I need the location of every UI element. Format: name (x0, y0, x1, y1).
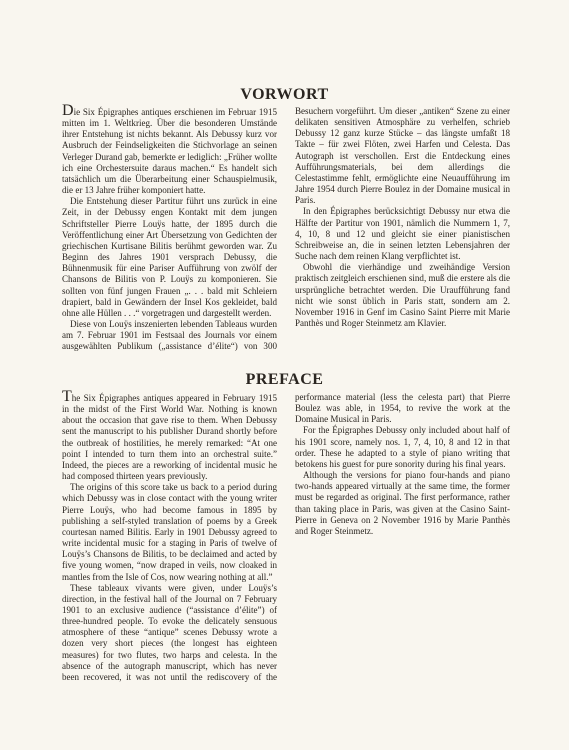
preface-paragraph-4: For the Épigraphes Debussy only included about half of his 1901 score, namely nos. 1, 7, 4, 10, 8 and 12 in that order. These he adapted to a style of piano writing that betokens his guest for pure sonority during his final years. (295, 425, 510, 469)
vorwort-paragraph-1-text: ie Six Épigraphes antiques erschienen im Februar 1915 mitten im 1. Weltkrieg. Über die besonderen Umstände ihrer Entstehung ist nichts bekannt. Als Debussy kurz vor Ausbruch der Feindseligkeiten die Stichvorlage an seinen Verleger Durand gab, bemerkte er lediglich: „Früher wollte ich eine Orchestersuite daraus machen.“ Es handelt sich tatsächlich um die Überarbeitung einer Schauspielmusik, die er 13 Jahre früher komponiert hatte. (62, 107, 277, 196)
vorwort-drop-cap: D (62, 102, 74, 119)
preface-columns (62, 388, 510, 692)
vorwort-paragraph-3: Diese von Louÿs inszenierten lebenden Tableaus wurden am 7. Februar 1901 im Festsaal des Journals vor einem ausgewählten Publikum („assistance d’élite“) von 300 Besuchern vorgeführt. Um dieser „antiken“ Szene zu einer delikaten sensitiven Atmosphäre zu verhelfen, schrieb Debussy 12 ganz kurze Stücke – das längste umfaßt 18 Takte – für zwei Flöten, zwei Harfen und Celesta. Das Autograph ist verschollen. Erst die Entdeckung eines Aufführungsmaterials, bei dem allerdings die Celestastimme fehlt, ermöglichte eine Neuaufführung im Jahre 1954 durch Pierre Boulez in der Domaine musical in Paris. (62, 106, 510, 352)
preface-paragraph-5: Although the versions for piano four-hands and piano two-hands appeared virtually at the same time, the former must be regarded as original. The first performance, rather than taking place in Paris, was given at the Casino Saint-Pierre in Geneva on 2 November 1916 by Marie Panthès and Roger Steinmetz. (295, 470, 510, 536)
preface-heading: PREFACE (245, 371, 324, 388)
vorwort-paragraph-4: In den Épigraphes berücksichtigt Debussy nur etwa die Hälfte der Partitur von 1901, nämlich die Nummern 1, 7, 4, 10, 8 und 12 und gleicht sie einer pianistischen Schreibweise an, die in seinen letzten Lebensjahren der Suche nach dem reinen Klang verpflichtet ist. (295, 206, 510, 262)
preface-paragraph-1-text: he Six Épigraphes antiques appeared in February 1915 in the midst of the First World War. Nothing is known about the occasion that gave rise to them. When Debussy sent the manuscript to his publisher Durand shortly before the outbreak of hostilities, he merely remarked: “At one point I intended to turn them into an orchestral suite.” Indeed, the pieces are a reworking of incidental music he had composed thirteen years previously. (62, 393, 277, 482)
vorwort-heading: VORWORT (240, 86, 329, 103)
preface-section (62, 388, 510, 692)
vorwort-columns (62, 102, 510, 356)
preface-drop-cap: T (62, 388, 72, 405)
vorwort-paragraph-2: Die Entstehung dieser Partitur führt uns zurück in eine Zeit, in der Debussy engen Kontakt mit dem jungen Schriftsteller Pierre Louÿs hatte, der 1895 durch die Veröffentlichung einer Art Übersetzung von Gedichten der griechischen Kurtisane Bilitis berühmt geworden war. Zu Beginn des Jahres 1901 versprach Debussy, die Bühnenmusik für eine Pariser Aufführung von zwölf der Chansons de Bilitis von P. Louÿs zu komponieren. Sie sollten von fünf jungen Frauen „. . . bald mit Schleiern drapiert, bald in Gewändern der Insel Kos gekleidet, bald ohne alle Hüllen . . .“ vorgetragen und dargestellt werden. (62, 196, 277, 318)
preface-paragraph-3: These tableaux vivants were given, under Louÿs’s direction, in the festival hall of the Journal on 7 February 1901 to an exclusive audience (“assistance d’élite”) of three-hundred people. To evoke the delicately sensuous atmosphere of these “antique” scenes Debussy wrote a dozen very short pieces (the longest has eighteen measures) for two flutes, two harps and celesta. In the absence of the autograph manuscript, which has never been recovered, it was not until the rediscovery of the performance material (less the celesta part) that Pierre Boulez was able, in 1954, to revive the work at the Domaine Musical in Paris. (62, 392, 510, 682)
vorwort-paragraph-1 (62, 102, 277, 196)
preface-paragraph-1 (62, 388, 277, 482)
vorwort-paragraph-5: Obwohl die vierhändige und zweihändige Version praktisch zeitgleich erschienen sind, muß die erstere als die ursprüngliche betrachtet werden. Die Uraufführung fand nicht wie sonst üblich in Paris statt, sondern am 2. November 1916 in Genf im Casino Saint Pierre mit Marie Panthès und Roger Steinmetz am Klavier. (295, 262, 510, 328)
preface-paragraph-2: The origins of this score take us back to a period during which Debussy was in close contact with the young writer Pierre Louÿs, who had become famous in 1895 by publishing a self-styled translation of poems by a Greek courtesan named Bilitis. Early in 1901 Debussy agreed to write incidental music for a staging in Paris of twelve of Louÿs’s Chansons de Bilitis, to be declaimed and acted by five young women, “now draped in veils, now cloaked in mantles from the Isle of Cos, now wearing nothing at all.” (62, 482, 277, 582)
vorwort-section (62, 102, 510, 356)
